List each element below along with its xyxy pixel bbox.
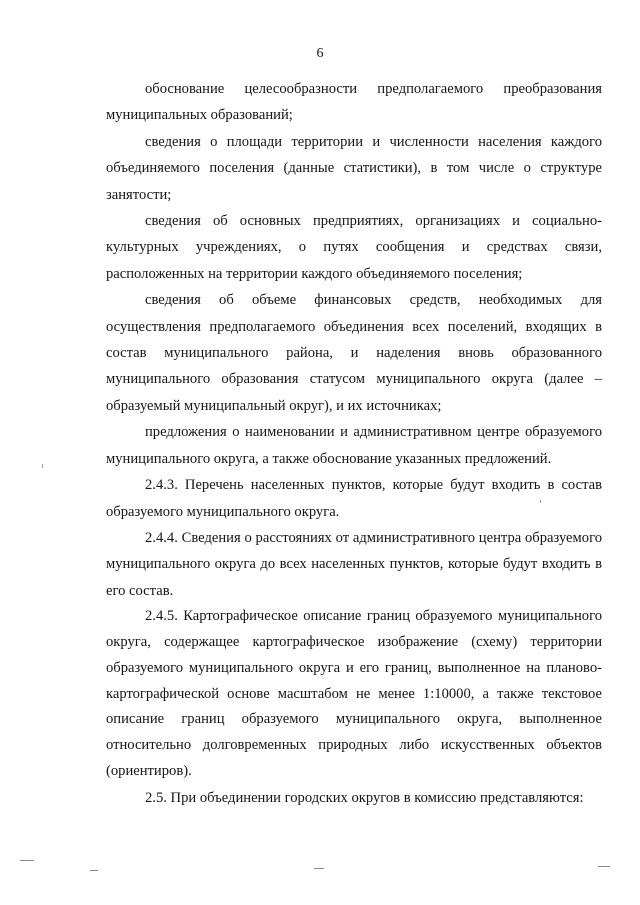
paragraph-name-proposals: предложения о наименовании и административном центре образуемого муниципального округа, а также обоснование указанных предложений. xyxy=(106,424,602,467)
scan-artifact xyxy=(90,870,98,871)
scan-artifact xyxy=(20,860,34,861)
scan-artifact xyxy=(42,464,43,468)
paragraph-financial-means: сведения об объеме финансовых средств, необходимых для осуществления предполагаемого объединения всех поселений, входящих в состав муниципального района, и наделения вновь образованного муниципального образования статусом муниципального округа (далее – образуемый муниципальный округ), и их источниках; xyxy=(106,292,602,414)
paragraph-2-4-4: 2.4.4. Сведения о расстояниях от административного центра образуемого муниципального округа до всех населенных пунктов, которые будут входить в его состав. xyxy=(106,529,602,599)
paragraph-2-5: 2.5. При объединении городских округов в комиссию представляются: xyxy=(145,789,584,806)
paragraph-enterprises: сведения об основных предприятиях, организациях и социально-культурных учреждениях, о путях сообщения и средствах связи, расположенных на территории каждого объединяемого поселения; xyxy=(106,213,602,282)
paragraph-area-population: сведения о площади территории и численности населения каждого объединяемого поселения (данные статистики), в том числе о структуре занятости; xyxy=(106,133,602,203)
paragraph-justification: обоснование целесообразности предполагаемого преобразования муниципальных образований; xyxy=(106,81,602,124)
paragraph-2-4-5: 2.4.5. Картографическое описание границ образуемого муниципального округа, содержащее картографическое изображение (схему) территории образуемого муниципального округа и его границ, выполненное на планово-картографической основе масштабом не менее 1:10000, а также текстовое описание границ образуемого муниципального округа, выполненное относительно долговременных природных либо искусственных объектов (ориентиров). xyxy=(106,608,602,779)
scan-artifact xyxy=(598,866,610,867)
scan-artifact xyxy=(314,868,324,869)
document-body xyxy=(106,76,602,811)
scan-artifact xyxy=(540,500,541,503)
paragraph-2-4-3: 2.4.3. Перечень населенных пунктов, которые будут входить в состав образуемого муниципального округа. xyxy=(106,477,602,520)
page-number: 6 xyxy=(316,46,324,61)
